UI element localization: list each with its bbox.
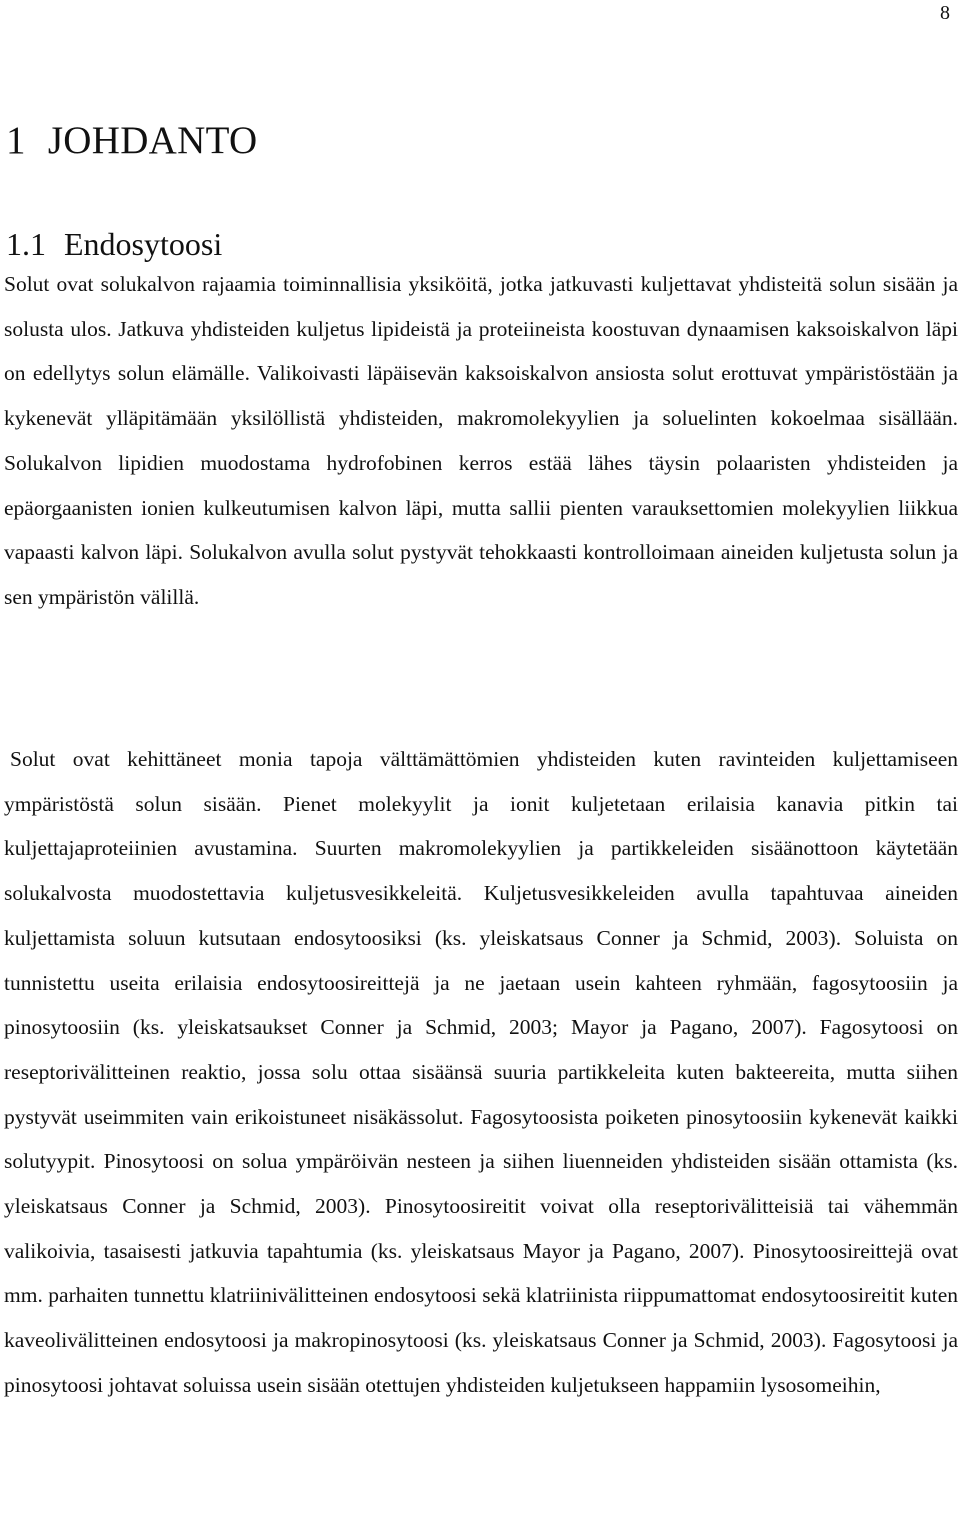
paragraph: Solut ovat kehittäneet monia tapoja välttämättömien yhdisteiden kuten ravinteiden kuljettamiseen ympäristöstä solun sisään. Pienet molekyylit ja ionit kuljetetaan erilaisia kanavia pitkin tai kuljettajaproteiinien avustamina. Suurten makromolekyylien ja partikkeleiden sisäänottoon käytetään solukalvosta muodostettavia kuljetusvesikkeleitä. Kuljetusvesikkeleiden avulla tapahtuvaa aineiden kuljettamista soluun kutsutaan endosytoosiksi (ks. yleiskatsaus Conner ja Schmid, 2003). Soluista on tunnistettu useita erilaisia endosytoosireittejä ja ne jaetaan usein kahteen ryhmään, fagosytoosiin ja pinosytoosiin (ks. yleiskatsaukset Conner ja Schmid, 2003; Mayor ja Pagano, 2007). Fagosytoosi on reseptorivälitteinen reaktio, jossa solu ottaa sisäänsä suuria partikkeleita kuten bakteereita, mutta siihen pystyvät useimmiten vain erikoistuneet nisäkässolut. Fagosytoosista poiketen pinosytoosiin kykenevät kaikki solutyypit. Pinosytoosi on solua ympäröivän nesteen ja siihen liuenneiden yhdisteiden sisään ottamista (ks. yleiskatsaus Conner ja Schmid, 2003). Pinosytoosireitit voivat olla reseptorivälitteisiä tai vähemmän valikoivia, tasaisesti jatkuvia tapahtumia (ks. yleiskatsaus Mayor ja Pagano, 2007). Pinosytoosireittejä ovat mm. parhaiten tunnettu klatriinivälitteinen endosytoosi sekä klatriinista riippumattomat endosytoosireitit kuten kaveolivälitteinen endosytoosi ja makropinosytoosi (ks. yleiskatsaus Conner ja Schmid, 2003). Fagosytoosi ja pinosytoosi johtavat soluissa usein sisään otettujen yhdisteiden kuljetukseen happamiin lysosomeihin, [4,747,958,1397]
page-number: 8 [940,2,950,24]
chapter-title: JOHDANTO [47,119,258,162]
paragraph: Solut ovat solukalvon rajaamia toiminnallisia yksiköitä, jotka jatkuvasti kuljettavat yhdisteitä solun sisään ja solusta ulos. Jatkuva yhdisteiden kuljetus lipideistä ja proteiineista koostuvan dynaamisen kaksoiskalvon läpi on edellytys solun elämälle. Valikoivasti läpäisevän kaksoiskalvon ansiosta solut erottuvat ympäristöstään ja kykenevät ylläpitämään yksilöllistä yhdisteiden, makromolekyylien ja soluelinten kokoelmaa sisällään. Solukalvon lipidien muodostama hydrofobinen kerros estää lähes täysin polaaristen yhdisteiden ja epäorgaanisten ionien kulkeutumisen kalvon läpi, mutta sallii pienten varauksettomien molekyylien liikkua vapaasti kalvon läpi. Solukalvon avulla solut pystyvät tehokkaasti kontrolloimaan aineiden kuljetusta solun ja sen ympäristön välillä. [4,272,958,609]
chapter-number: 1 [6,119,26,162]
section-number: 1.1 [6,226,46,262]
chapter-heading [6,118,258,163]
section-heading [6,226,222,263]
section-title: Endosytoosi [64,226,223,262]
